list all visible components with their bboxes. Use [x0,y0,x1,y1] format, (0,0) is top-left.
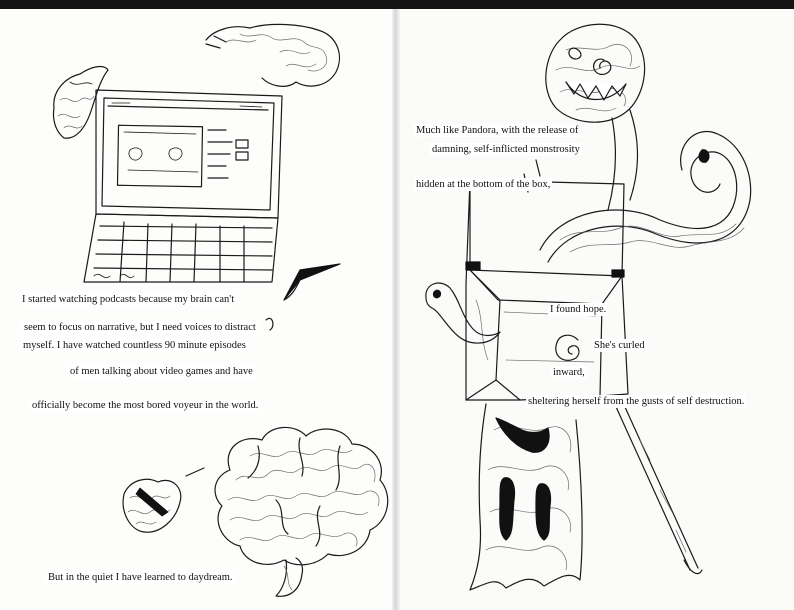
left-closing-line: But in the quiet I have learned to daydream. [48,572,233,583]
right-text-line-3: hidden at the bottom of the box, [416,179,551,190]
left-paragraph-line-3: myself. I have watched countless 90 minute episodes [23,340,246,351]
right-text-line-2: damning, self-inflicted monstrosity [432,144,580,155]
right-text-line-7: sheltering herself from the gusts of self destruction. [528,396,745,407]
serpent-drawing [540,132,751,574]
ghost-figure-drawing [470,404,582,590]
right-text-line-6: inward, [553,367,585,378]
right-text-line-1: Much like Pandora, with the release of [416,125,579,136]
hope-spiral-glyph [556,335,579,360]
right-text-line-4: I found hope. [550,304,607,315]
left-paragraph-line-4: of men talking about video games and have [70,366,253,377]
right-text-line-5: She's curled [594,340,645,351]
left-paragraph-line-2: seem to focus on narrative, but I need voices to distract [24,322,256,333]
left-paragraph-line-1: I started watching podcasts because my brain can't [22,294,235,305]
small-ghost-drawing [426,283,500,343]
left-paragraph-line-5: officially become the most bored voyeur in the world. [32,400,259,411]
open-box-drawing [466,160,628,400]
